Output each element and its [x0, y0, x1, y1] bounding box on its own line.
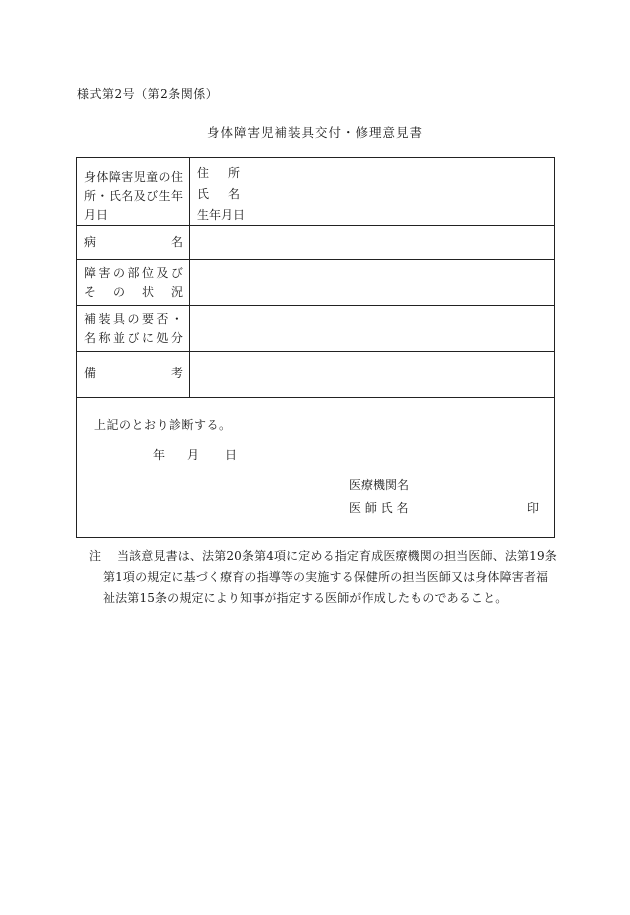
label-line: 所 ・ 氏 名 及 び 生 年: [84, 189, 183, 203]
disease-label: [77, 226, 190, 259]
applicant-row: [77, 158, 554, 226]
address-field[interactable]: 住 所: [197, 166, 241, 180]
label-line: 病 名: [84, 235, 183, 249]
remarks-label: [77, 352, 190, 397]
date-day-label: 日: [225, 448, 238, 462]
applicant-label: [77, 158, 190, 225]
applicant-value[interactable]: [190, 158, 554, 225]
remarks-value[interactable]: [190, 352, 554, 397]
opinion-form: [76, 157, 555, 538]
disease-value[interactable]: [190, 226, 554, 259]
label-line: 補 装 具 の 要 否 ・: [84, 312, 183, 326]
date-year-label: 年: [153, 448, 166, 462]
label-line: 備 考: [84, 366, 183, 380]
note-mark: 注: [89, 549, 102, 563]
date-month-label: 月: [187, 448, 200, 462]
device-row: [77, 306, 554, 352]
disease-row: [77, 226, 554, 260]
disability-value[interactable]: [190, 260, 554, 305]
note-text: 当該意見書は、法第20条第4項に定める指定育成医療機関の担当医師、法第19条第1項の規定に基づく療育の指導等の実施する保健所の担当医師又は身体障害者福祉法第15条の規定により知事が指定する医師が作成したものであること。: [103, 549, 557, 605]
remarks-row: [77, 352, 554, 398]
disability-row: [77, 260, 554, 306]
birthdate-field[interactable]: 生年月日: [197, 208, 246, 222]
doctor-name-field[interactable]: 医 師 氏 名: [349, 501, 409, 515]
diagnosis-date[interactable]: [153, 446, 237, 463]
label-line: 身 体 障 害 児 童 の 住: [84, 170, 183, 184]
label-line: そ の 状 況: [84, 285, 183, 299]
seal-mark: 印: [527, 501, 540, 515]
device-value[interactable]: [190, 306, 554, 351]
diagnosis-statement: 上記のとおり診断する。: [94, 418, 232, 432]
name-field[interactable]: 氏 名: [197, 187, 241, 201]
form-number: 様式第2号（第2条関係）: [77, 87, 219, 101]
label-line: 障 害 の 部 位 及 び: [84, 266, 183, 280]
label-line: 月日: [84, 208, 109, 222]
footnote: [90, 546, 560, 609]
institution-field[interactable]: 医療機関名: [349, 478, 410, 492]
label-line: 名 称 並 び に 処 分: [84, 331, 183, 345]
disability-label: [77, 260, 190, 305]
device-label: [77, 306, 190, 351]
document-title: 身体障害児補装具交付・修理意見書: [206, 125, 423, 140]
